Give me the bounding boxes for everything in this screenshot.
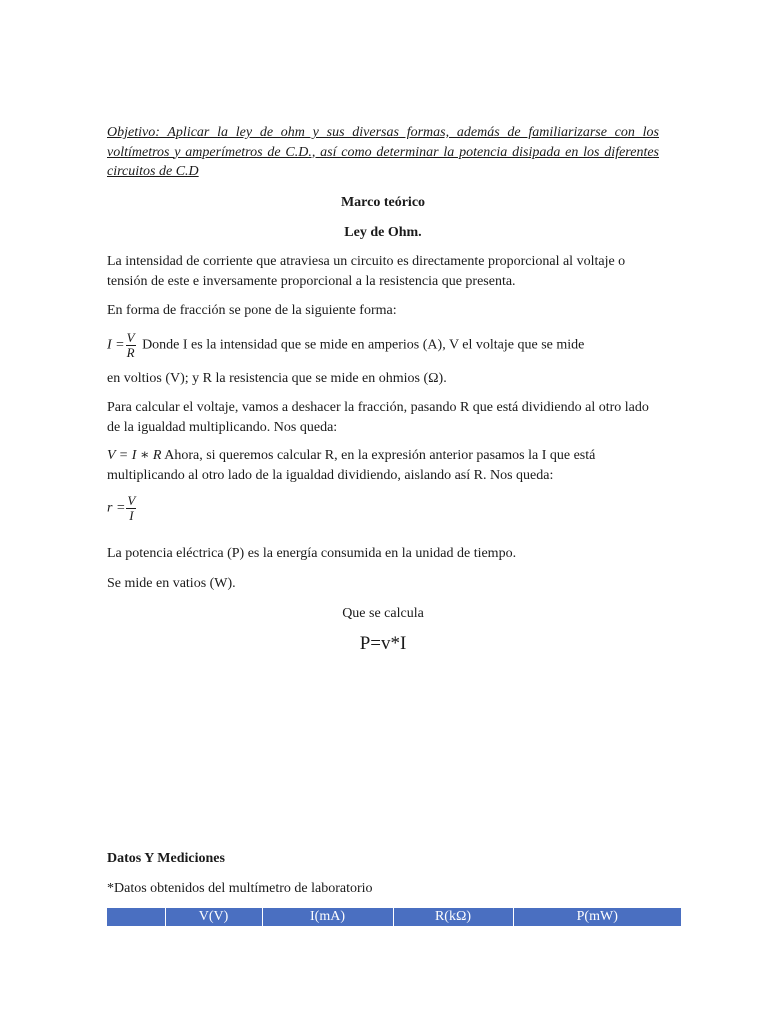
formula-lhs: I = [107, 337, 125, 353]
fraction-numerator: V [127, 493, 136, 508]
section-title-datos: Datos Y Mediciones [107, 851, 225, 866]
objective-paragraph: Objetivo: Aplicar la ley de ohm y sus diversas formas, además de familiarizarse con los voltímetros y amperímetros de C.D., así como determinar la potencia disipada en los diferentes circuitos de C.D [107, 125, 659, 179]
fraction-v-over-r [126, 331, 136, 360]
text-que-se-calcula: Que se calcula [342, 606, 424, 621]
paragraph-formula-voltage [107, 446, 659, 485]
paragraph-voltaje: Para calcular el voltaje, vamos a deshacer la fracción, pasando R que está dividiendo al otro lado de la igualdad multiplicando. Nos queda: [107, 400, 649, 435]
table-header-voltage: V(V) [165, 908, 262, 926]
formula-power: P=v*I [359, 633, 407, 654]
formula-v-equals-ir: V = I ∗ R [107, 448, 162, 463]
paragraph-intensidad: La intensidad de corriente que atraviesa un circuito es directamente proporcional al voltaje o tensión de este e inversamente proporcional a la resistencia que presenta. [107, 254, 626, 289]
section-title-marco-teorico: Marco teórico [340, 195, 426, 210]
table-header-current: I(mA) [262, 908, 393, 926]
section-title-ley-ohm: Ley de Ohm. [344, 225, 422, 240]
table-header-blank [107, 908, 165, 926]
formula-resistance [107, 494, 659, 523]
table-header-power: P(mW) [513, 908, 681, 926]
formula-units-line: en voltios (V); y R la resistencia que se mide en ohmios (Ω). [107, 371, 447, 386]
paragraph-vatios: Se mide en vatios (W). [107, 576, 236, 591]
fraction-denominator: R [126, 345, 135, 360]
fraction-numerator: V [126, 330, 135, 345]
fraction-v-over-i [126, 494, 136, 523]
formula-explanation: Donde I es la intensidad que se mide en amperios (A), V el voltaje que se mide [138, 337, 585, 353]
measurements-table [107, 908, 681, 926]
datos-note: *Datos obtenidos del multímetro de laboratorio [107, 881, 373, 896]
table-header-resistance: R(kΩ) [393, 908, 513, 926]
paragraph-potencia: La potencia eléctrica (P) es la energía consumida en la unidad de tiempo. [107, 546, 517, 561]
fraction-denominator: I [129, 508, 134, 523]
paragraph-fraccion: En forma de fracción se pone de la siguiente forma: [107, 303, 397, 318]
formula-r-lhs: r = [107, 500, 126, 516]
formula-ohm-current [107, 331, 659, 360]
formula-voltage-explanation: Ahora, si queremos calcular R, en la expresión anterior pasamos la I que está multiplicando al otro lado de la igualdad dividiendo, aislando así R. Nos queda: [107, 448, 596, 483]
table-header-row [107, 908, 681, 926]
